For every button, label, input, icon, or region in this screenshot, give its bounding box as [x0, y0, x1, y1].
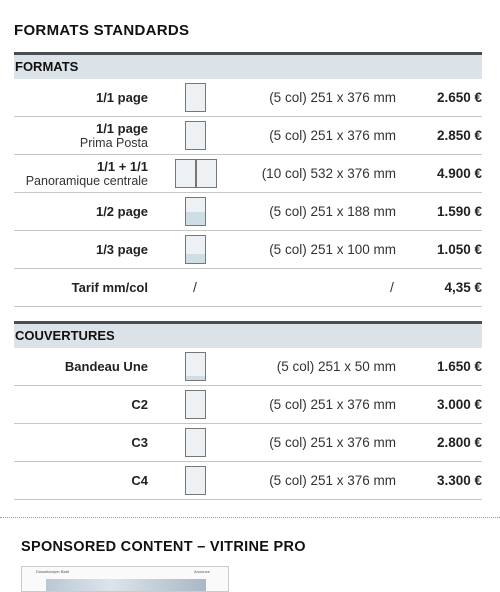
format-dimensions: (5 col) 251 x 188 mm — [269, 204, 396, 219]
table-row — [14, 155, 482, 193]
page-thumbnail-icon — [185, 428, 206, 457]
page-thumbnail-icon — [185, 466, 206, 495]
format-name: 1/2 page — [95, 204, 148, 219]
format-name-cell — [131, 424, 148, 461]
table-row — [14, 117, 482, 155]
format-name: C2 — [131, 397, 148, 412]
table-row — [14, 348, 482, 386]
format-name: 1/1 page — [95, 90, 148, 105]
format-price: 2.800 € — [436, 435, 482, 450]
page-thumbnail-icon — [185, 121, 206, 150]
preview-tag: Annonce — [194, 569, 210, 574]
format-dimensions: (10 col) 532 x 376 mm — [261, 166, 396, 181]
page-thumbnail-icon — [185, 390, 206, 419]
format-dimensions: (5 col) 251 x 376 mm — [269, 473, 396, 488]
half-page-thumbnail-icon — [185, 197, 206, 226]
table-row — [14, 231, 482, 269]
format-name: 1/1 page — [95, 120, 148, 136]
preview-header — [22, 567, 228, 578]
section-heading: FORMATS — [14, 52, 482, 79]
format-name: 1/1 + 1/1 — [97, 158, 148, 174]
format-name: C4 — [131, 473, 148, 488]
format-price: 4.900 € — [436, 166, 482, 181]
empty-thumbnail-slash: / — [193, 279, 197, 295]
format-dimensions: (5 col) 251 x 50 mm — [276, 359, 396, 374]
page-thumbnail-icon — [185, 83, 206, 112]
format-name: Bandeau Une — [64, 359, 148, 374]
empty-dimensions-slash: / — [390, 279, 394, 295]
preview-photo — [46, 579, 206, 592]
format-dimensions: (5 col) 251 x 376 mm — [269, 397, 396, 412]
format-subtitle: Panoramique centrale — [25, 173, 148, 188]
format-price: 1.050 € — [436, 242, 482, 257]
page-title: FORMATS STANDARDS — [14, 22, 190, 39]
format-price: 3.300 € — [436, 473, 482, 488]
section-formats — [14, 52, 482, 307]
table-row — [14, 269, 482, 307]
format-name-cell — [131, 386, 148, 423]
format-price: 2.650 € — [436, 90, 482, 105]
table-row — [14, 424, 482, 462]
format-price: 1.590 € — [436, 204, 482, 219]
third-page-thumbnail-icon — [185, 235, 206, 264]
sponsored-title: SPONSORED CONTENT – VITRINE PRO — [21, 539, 306, 555]
table-row — [14, 462, 482, 500]
format-dimensions: (5 col) 251 x 376 mm — [269, 435, 396, 450]
table-row — [14, 79, 482, 117]
format-name-cell — [96, 79, 148, 116]
format-name: Tarif mm/col — [71, 280, 148, 295]
format-name: 1/3 page — [95, 242, 148, 257]
format-dimensions: (5 col) 251 x 100 mm — [269, 242, 396, 257]
format-dimensions: (5 col) 251 x 376 mm — [269, 128, 396, 143]
format-price: 4,35 € — [444, 280, 482, 295]
format-name-cell — [26, 155, 148, 192]
format-name-cell — [131, 462, 148, 499]
table-row — [14, 193, 482, 231]
sponsored-preview-image — [21, 566, 229, 592]
spread-thumbnail-left-icon — [175, 159, 196, 188]
format-price: 3.000 € — [436, 397, 482, 412]
format-subtitle: Prima Posta — [79, 135, 148, 150]
format-name-cell — [80, 117, 148, 154]
format-price: 2.850 € — [436, 128, 482, 143]
format-name-cell — [72, 269, 148, 306]
table-row — [14, 386, 482, 424]
spread-thumbnail-right-icon — [196, 159, 217, 188]
format-dimensions: (5 col) 251 x 376 mm — [269, 90, 396, 105]
preview-masthead: Dusseldorper Blatt — [36, 569, 69, 574]
format-name-cell — [96, 193, 148, 230]
format-name-cell — [96, 231, 148, 268]
format-name-cell — [65, 348, 148, 385]
format-name: C3 — [131, 435, 148, 450]
section-couvertures — [14, 321, 482, 500]
banner-thumbnail-icon — [185, 352, 206, 381]
section-divider — [0, 517, 500, 518]
format-price: 1.650 € — [436, 359, 482, 374]
section-heading: COUVERTURES — [14, 321, 482, 348]
